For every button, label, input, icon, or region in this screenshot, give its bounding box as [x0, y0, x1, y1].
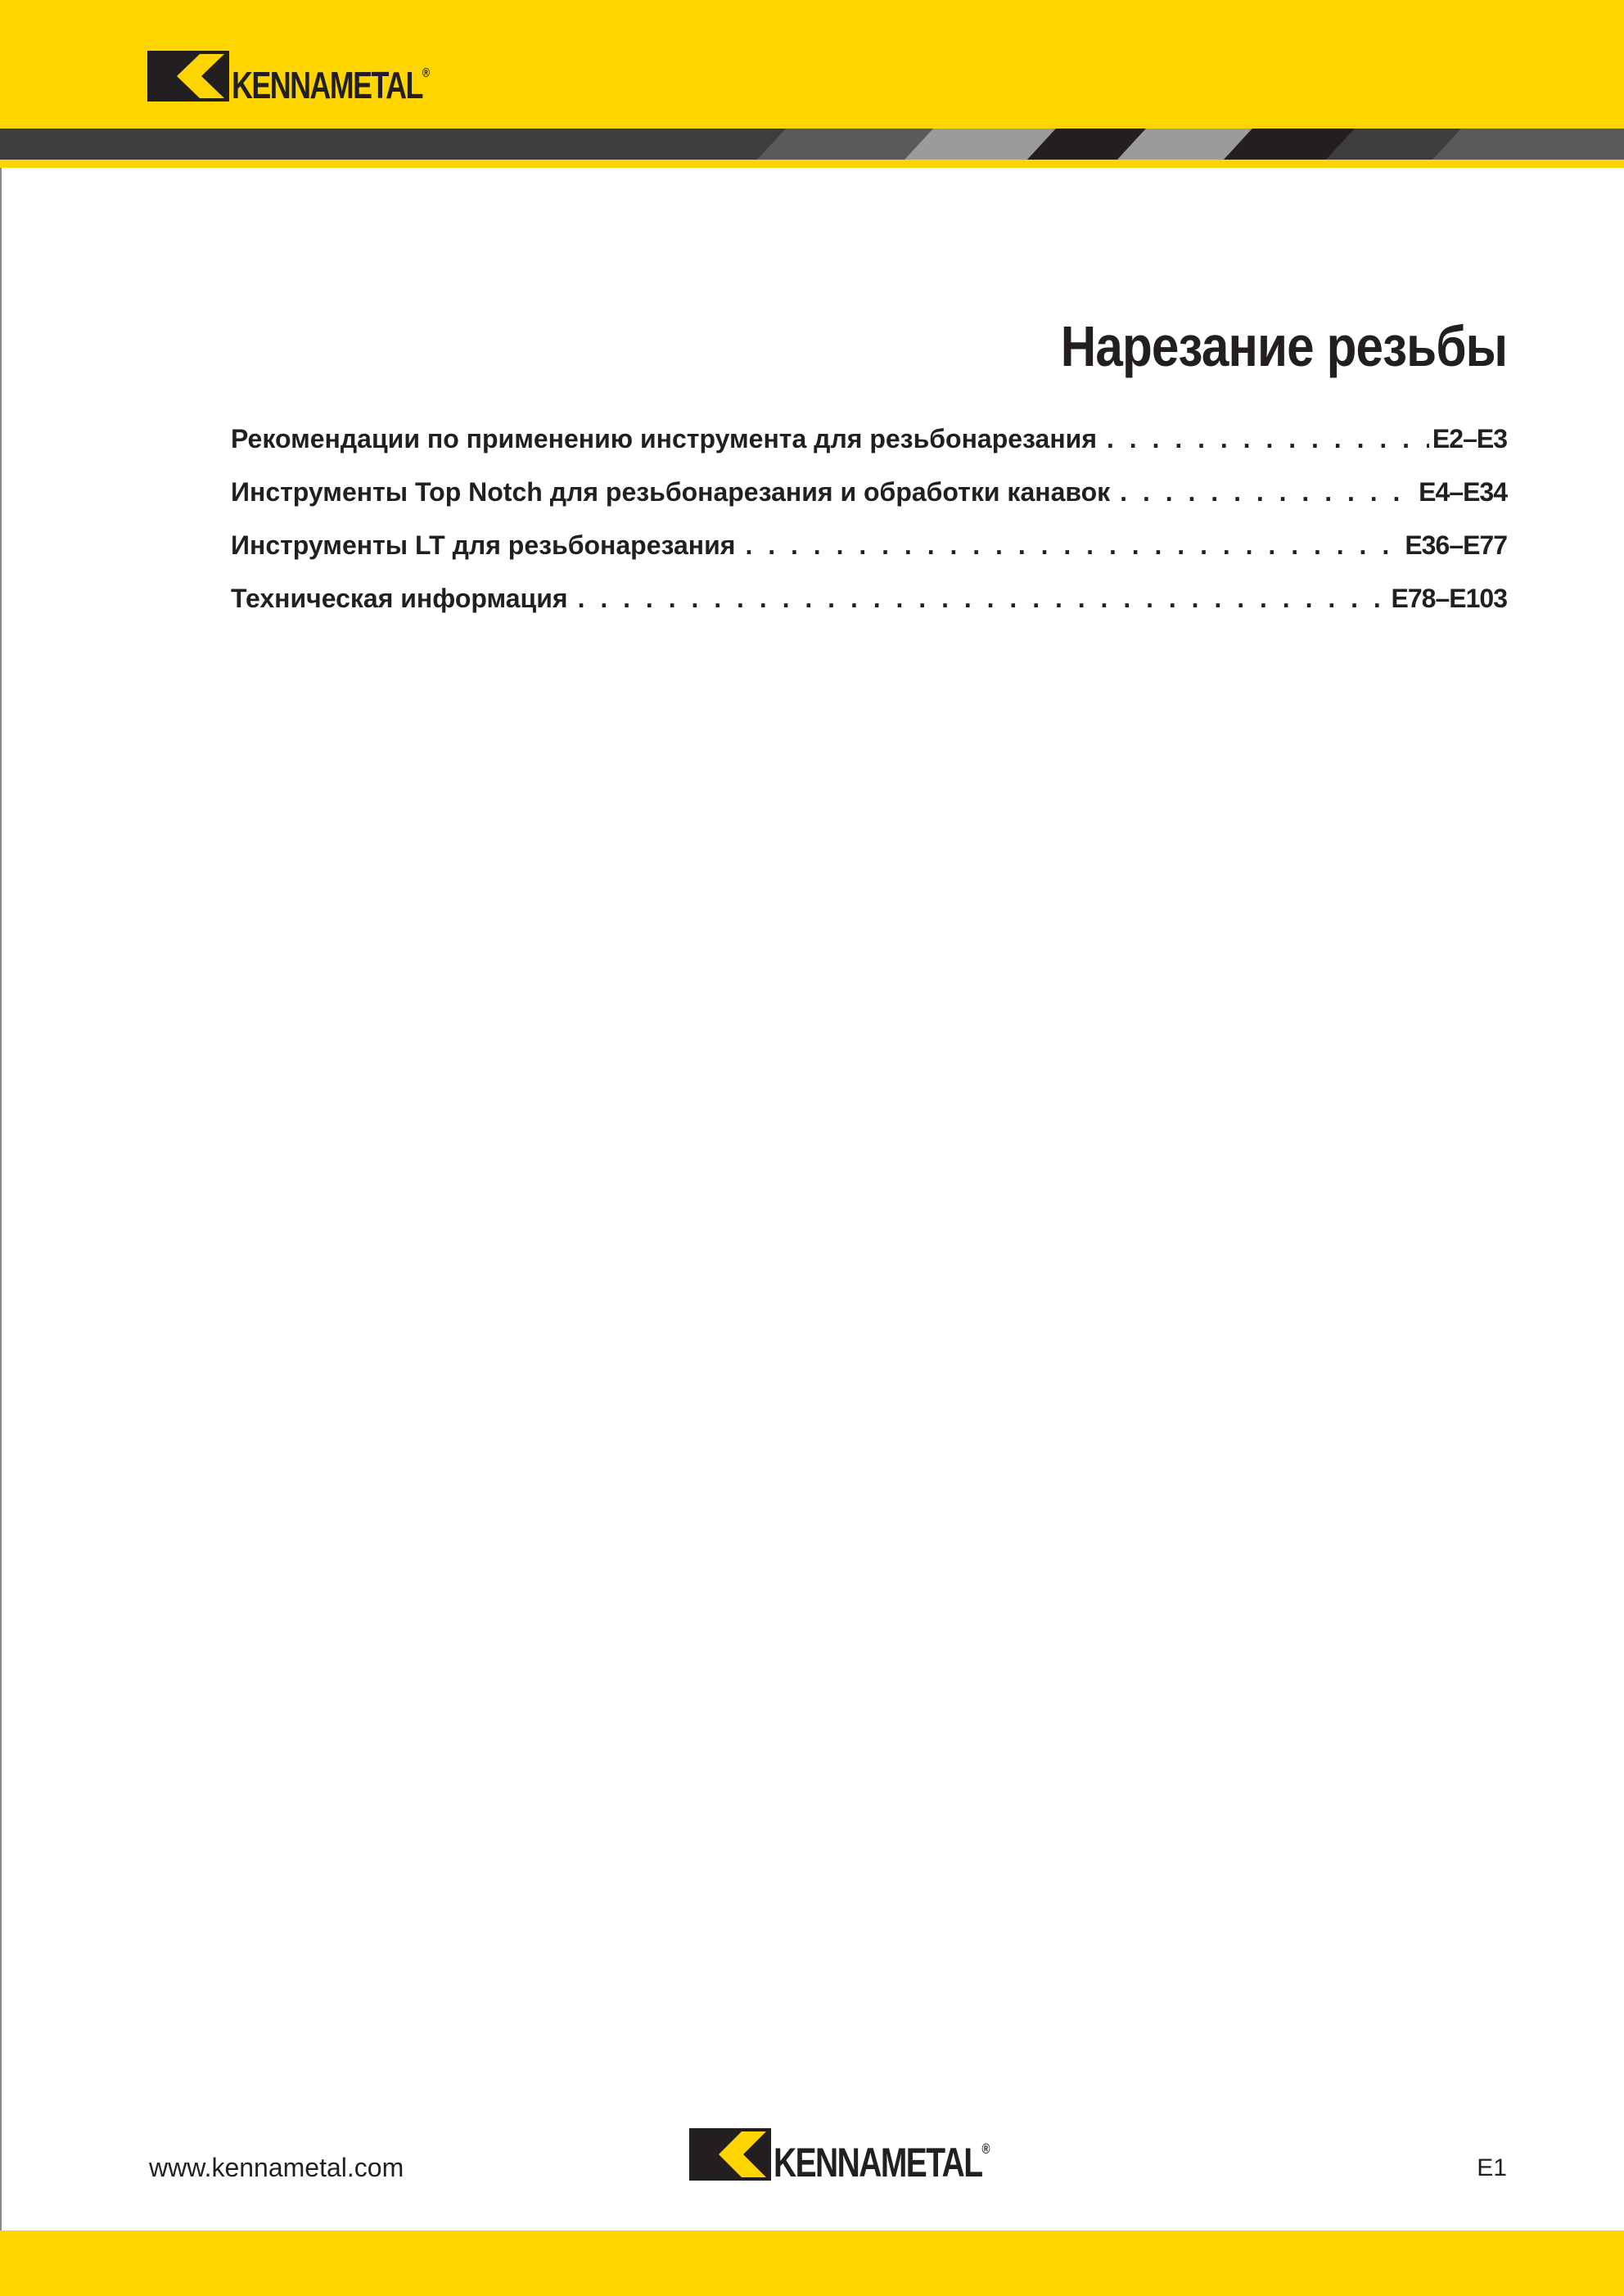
toc-entry-label: Рекомендации по применению инструмента для резьбонарезания: [231, 424, 1097, 453]
footer-logo[interactable]: [689, 2128, 1051, 2185]
toc-leader-dots: [1120, 477, 1415, 507]
footer-band: [0, 2231, 1624, 2296]
logo-wordmark: KENNAMETAL®: [774, 2140, 990, 2185]
toc-entry-label: Инструменты Top Notch для резьбонарезания и обработки канавок: [231, 477, 1111, 507]
toc-entry[interactable]: [231, 530, 1507, 584]
table-of-contents: [231, 424, 1507, 637]
header-rule: [0, 160, 1624, 168]
toc-entry-pages: E78–E103: [1391, 584, 1507, 613]
header-stripe-band: [0, 129, 1624, 160]
toc-entry-label: Техническая информация: [231, 584, 568, 613]
toc-entry-pages: E36–E77: [1405, 530, 1507, 560]
toc-entry[interactable]: [231, 477, 1507, 530]
toc-entry[interactable]: [231, 424, 1507, 477]
toc-entry-label: Инструменты LT для резьбонарезания: [231, 530, 736, 560]
toc-entry-pages: E4–E34: [1419, 477, 1507, 507]
page-title: Нарезание резьбы: [1060, 314, 1507, 378]
toc-leader-dots: [578, 584, 1388, 614]
toc-leader-dots: [1107, 424, 1429, 454]
page-edge: [0, 168, 2, 2231]
kennametal-k-icon: [147, 51, 229, 101]
toc-entry-pages: E2–E3: [1432, 424, 1507, 453]
toc-leader-dots: [745, 530, 1401, 561]
logo-wordmark: KENNAMETAL®: [232, 64, 431, 106]
kennametal-k-icon: [689, 2128, 771, 2181]
page-number: E1: [1477, 2154, 1507, 2181]
toc-entry[interactable]: [231, 584, 1507, 637]
header-logo[interactable]: [147, 51, 485, 106]
footer-website-link[interactable]: www.kennametal.com: [149, 2153, 404, 2182]
